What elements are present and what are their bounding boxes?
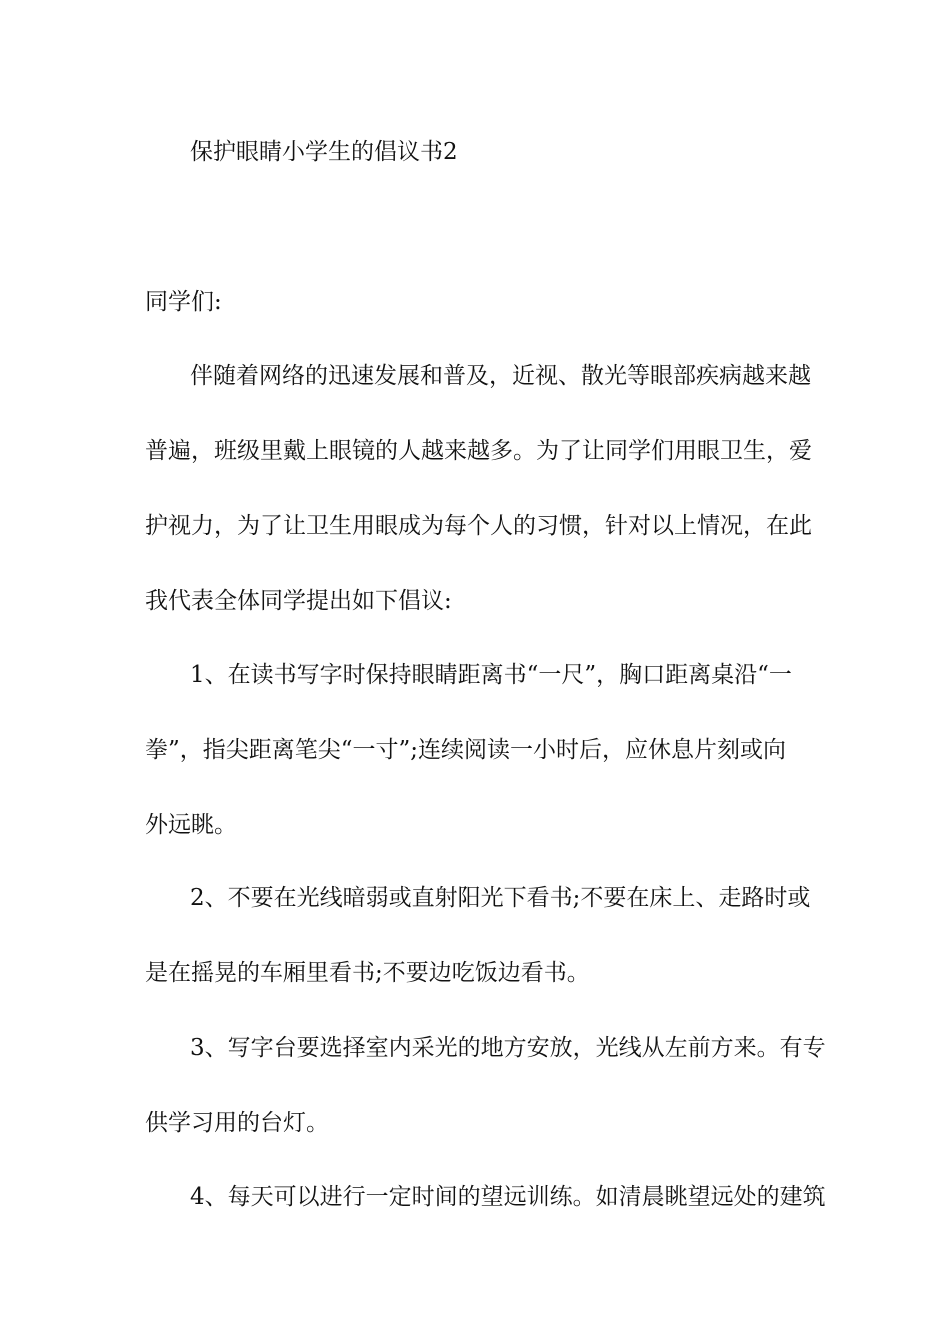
paragraph-line: 是在摇晃的车厢里看书;不要边吃饭边看书。	[145, 960, 590, 986]
greeting: 同学们:	[145, 289, 222, 315]
paragraph-line: 护视力，为了让卫生用眼成为每个人的习惯，针对以上情况，在此	[145, 513, 812, 539]
paragraph-line: 2、不要在光线暗弱或直射阳光下看书;不要在床上、走路时或	[190, 885, 811, 911]
paragraph-line: 4、每天可以进行一定时间的望远训练。如清晨眺望远处的建筑	[190, 1184, 826, 1210]
paragraph-line: 外远眺。	[145, 812, 237, 838]
paragraph-line: 拳”，指尖距离笔尖“一寸”;连续阅读一小时后，应休息片刻或向	[145, 737, 787, 763]
document-title: 保护眼睛小学生的倡议书2	[190, 139, 458, 165]
paragraph-line: 供学习用的台灯。	[145, 1110, 329, 1136]
paragraph-line: 1、在读书写字时保持眼睛距离书“一尺”，胸口距离桌沿“一	[190, 662, 792, 688]
paragraph-line: 普遍，班级里戴上眼镜的人越来越多。为了让同学们用眼卫生，爱	[145, 438, 812, 464]
paragraph-line: 伴随着网络的迅速发展和普及，近视、散光等眼部疾病越来越	[190, 363, 811, 389]
paragraph-line: 3、写字台要选择室内采光的地方安放，光线从左前方来。有专	[190, 1035, 826, 1061]
paragraph-line: 我代表全体同学提出如下倡议:	[145, 588, 452, 614]
